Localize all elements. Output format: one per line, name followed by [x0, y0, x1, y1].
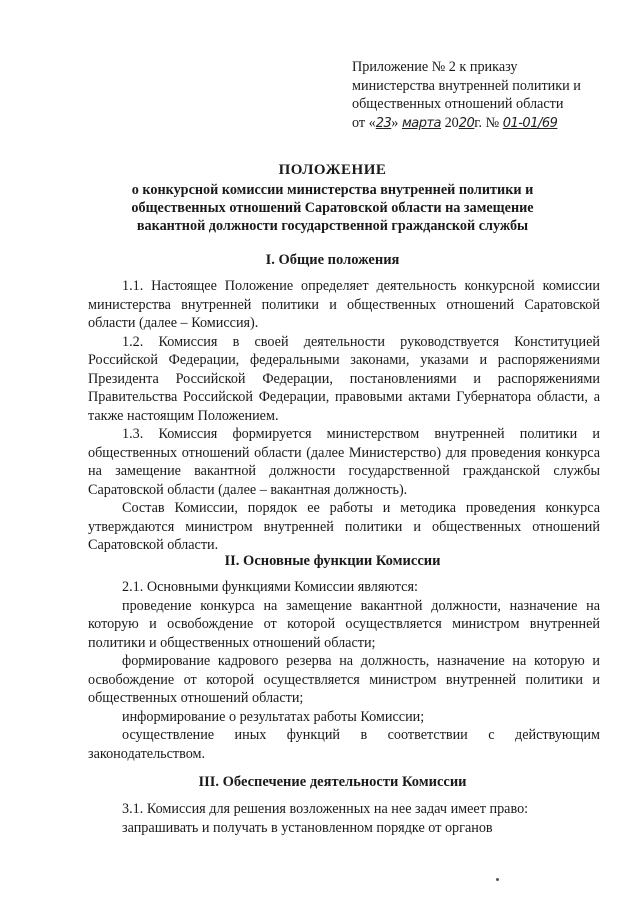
section-1-heading: I. Общие положения: [265, 252, 400, 268]
appendix-line-3: общественных отношений области: [352, 96, 564, 112]
paragraph-2-5: осуществление иных функций в соответствии с действующим законодательством.: [88, 727, 600, 762]
subtitle-line-1: о конкурсной комиссии министерства внутренней политики и: [131, 182, 534, 198]
paragraph-1-1: 1.1. Настоящее Положение определяет деятельность конкурсной комиссии министерства внутренней политики и общественных отношений Саратовской области (далее – Комиссия).: [88, 278, 600, 331]
title-block: [60, 162, 605, 235]
date-suffix: г. №: [474, 114, 500, 131]
subtitle-line-3: вакантной должности государственной гражданской службы: [136, 218, 529, 234]
paragraph-2-2: проведение конкурса на замещение вакантной должности, назначение на которую и освобождение от которой осуществляется министром внутренней политики и общественных отношений области;: [88, 597, 600, 651]
appendix-block: [352, 58, 612, 133]
date-year: 20: [458, 115, 475, 131]
document-title: ПОЛОЖЕНИЕ: [278, 162, 387, 178]
section-2-body: [88, 578, 600, 763]
section-3-body: [88, 800, 600, 837]
date-year-prefix: 20: [444, 114, 459, 131]
paragraph-2-3: формирование кадрового резерва на должность, назначение на которую и освобождение от которой осуществляется министром внутренней политики и общественных отношений области;: [88, 653, 600, 706]
doc-number: 01-01/69: [502, 115, 558, 131]
date-mid: »: [391, 114, 399, 131]
paragraph-1-2: 1.2. Комиссия в своей деятельности руководствуется Конституцией Российской Федерации, федеральными законами, указами и распоряжениями Президента Российской Федерации, постановлениями и распоряжениями Правительства Российской Федерации, правовыми актами Губернатора области, а также настоящим Положением.: [88, 333, 600, 424]
appendix-date-line: [352, 114, 612, 134]
date-prefix: от «: [352, 114, 376, 131]
subtitle-line-2: общественных отношений Саратовской области на замещение: [131, 200, 534, 216]
appendix-line-1: Приложение № 2 к приказу: [352, 59, 518, 75]
paragraph-3-1: 3.1. Комиссия для решения возложенных на нее задач имеет право:: [122, 801, 529, 817]
paragraph-2-1: 2.1. Основными функциями Комиссии являются:: [122, 579, 418, 595]
appendix-line-2: министерства внутренней политики и: [352, 77, 581, 94]
scan-speck: [496, 878, 499, 881]
date-day: 23: [375, 115, 392, 131]
section-1-body: [88, 277, 600, 555]
paragraph-2-4: информирование о результатах работы Комиссии;: [122, 708, 425, 725]
section-3-heading: III. Обеспечение деятельности Комиссии: [198, 774, 467, 790]
date-month: марта: [401, 115, 442, 131]
paragraph-1-4: Состав Комиссии, порядок ее работы и методика проведения конкурса утверждаются министром внутренней политики и общественных отношений Саратовской области.: [88, 500, 600, 553]
section-2-heading: II. Основные функции Комиссии: [224, 553, 441, 569]
paragraph-1-3: 1.3. Комиссия формируется министерством внутренней политики и общественных отношений области (далее Министерство) для проведения конкурса на замещение вакантной должности государственной гражданской службы Саратовской области (далее – вакантная должность).: [88, 426, 600, 498]
paragraph-3-2: запрашивать и получать в установленном порядке от органов: [122, 819, 493, 836]
